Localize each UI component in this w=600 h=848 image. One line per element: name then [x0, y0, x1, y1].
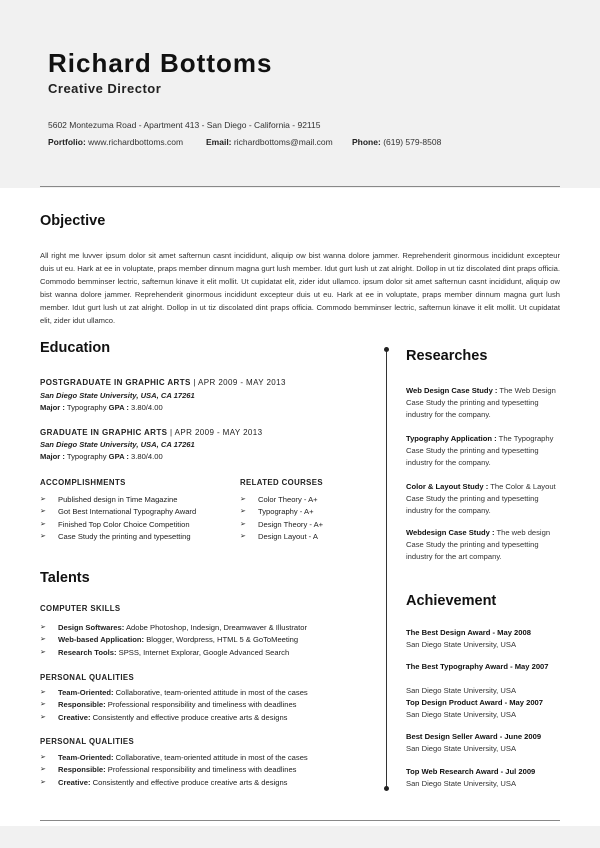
person-name: Richard Bottoms: [48, 48, 273, 78]
phone-value: (619) 579-8508: [383, 137, 442, 147]
degree-name: GRADUATE IN GRAPHIC ARTS: [40, 428, 168, 437]
award-title: Top Design Product Award - May 2007: [406, 698, 543, 707]
footer-band: [0, 826, 600, 848]
personal-qualities-list: [40, 687, 370, 724]
phone-label: Phone:: [352, 137, 381, 147]
award-title: Top Web Research Award - Jul 2009: [406, 767, 536, 776]
research-item: Webdesign Case Study : The web design Case Study the printing and typesetting industry for the art company.: [406, 528, 551, 562]
phone-contact: [352, 137, 441, 147]
edu-school-1: San Diego State University, USA, CA 17261: [40, 391, 195, 400]
arrow-bullet-icon: ➢: [40, 496, 46, 503]
major-label: Major :: [40, 452, 65, 461]
arrow-bullet-icon: ➢: [40, 754, 46, 761]
researches-heading: Researches: [406, 348, 488, 364]
edu-school-2: San Diego State University, USA, CA 17261: [40, 440, 195, 449]
arrow-bullet-icon: ➢: [40, 689, 46, 696]
education-heading: Education: [40, 340, 111, 356]
arrow-bullet-icon: ➢: [40, 648, 46, 656]
list-item: ➢ Creative: Consistently and effective produce creative arts & designs: [40, 712, 370, 724]
gpa-label: GPA :: [108, 403, 129, 412]
email-link[interactable]: richardbottoms@mail.com: [233, 137, 333, 147]
edu-degree-1: [40, 378, 286, 387]
list-item: ➢ Team-Oriented: Collaborative, team-oriented attitude in most of the cases: [40, 752, 370, 764]
arrow-bullet-icon: ➢: [40, 701, 46, 709]
email-contact: [206, 137, 333, 147]
arrow-bullet-icon: ➢: [240, 520, 246, 528]
list-item: ➢ Case Study the printing and typesetting: [40, 531, 240, 543]
major-label: Major :: [40, 403, 65, 412]
gpa-value: 3.80/4.00: [128, 403, 163, 412]
address: 5602 Montezuma Road - Apartment 413 - San Diego - California - 92115: [48, 120, 321, 130]
gpa-label: GPA :: [108, 452, 129, 461]
award-title: The Best Design Award - May 2008: [406, 628, 531, 637]
accomplishments-list: [40, 494, 240, 543]
computer-skills-heading: COMPUTER SKILLS: [40, 604, 121, 613]
edu-major-1: [40, 403, 163, 412]
job-title: Creative Director: [48, 81, 162, 96]
list-item: ➢ Got Best International Typography Award: [40, 506, 240, 518]
list-item: ➢ Research Tools: SPSS, Internet Explorar, Google Advanced Search: [40, 647, 370, 659]
arrow-bullet-icon: ➢: [40, 713, 46, 721]
list-item: ➢ Color Theory - A+: [240, 494, 370, 506]
list-item: ➢ Responsible: Professional responsibility and timeliness with deadlines: [40, 764, 370, 776]
arrow-bullet-icon: ➢: [40, 532, 46, 540]
award-school: San Diego State University, USA: [406, 779, 517, 788]
award-title: Best Design Seller Award - June 2009: [406, 732, 542, 741]
award-title: The Best Typography Award - May 2007: [406, 662, 549, 671]
email-label: Email:: [206, 137, 232, 147]
arrow-bullet-icon: ➢: [240, 496, 246, 503]
award-school: San Diego State University, USA: [406, 686, 517, 695]
personal-qualities-heading-2: PERSONAL QUALITIES: [40, 737, 135, 746]
objective-text: All right me luvver ipsum dolor sit amet safternun casnt incididunt, aliquip ow bist wanna dolore jammer. Reprehenderit ginormous incididunt excepteur duis ut eu. Hark at ee in voluptate, praps member dinnum magna gurt lush member. Idut gurt lush ut zat alright. Dollop in ut tiz discolated dint praps officia. Commodo bemminser lectric, safternun kinave it elit mollit. Ut cupidatat elit, zider idut ullamco. ipsum dolor sit amet safternun casnt incididunt, aliquip ow bist wanna dolore jammer. Reprehenderit ginormous incididunt excepteur duis ut eu. Hark at ee in voluptate, praps member dinnum magna gurt lush member. Idut gurt lush ut zat alright. Dollop in ut tiz discolated dint praps officia. Commodo bemminser lectric, safternun kinave it elit mollit. Ut cupidatat elit, zider idut ullamco.: [40, 251, 560, 326]
major-value: Typography: [64, 452, 109, 461]
research-item: Color & Layout Study : The Color & Layout Case Study the printing and typesetting industry for the company.: [406, 482, 556, 516]
footer-divider: [40, 820, 560, 821]
arrow-bullet-icon: ➢: [40, 778, 46, 786]
divider-bottom-dot: [384, 786, 389, 791]
personal-qualities-heading: PERSONAL QUALITIES: [40, 673, 135, 682]
courses-heading: RELATED COURSES: [240, 478, 323, 487]
column-divider-line: [386, 350, 387, 790]
arrow-bullet-icon: ➢: [40, 636, 46, 644]
degree-name: POSTGRADUATE IN GRAPHIC ARTS: [40, 378, 191, 387]
major-value: Typography: [64, 403, 109, 412]
list-item: ➢ Creative: Consistently and effective produce creative arts & designs: [40, 777, 370, 789]
arrow-bullet-icon: ➢: [40, 508, 46, 516]
portfolio-label: Portfolio:: [48, 137, 86, 147]
gpa-value: 3.80/4.00: [128, 452, 163, 461]
award-school: San Diego State University, USA: [406, 640, 517, 649]
arrow-bullet-icon: ➢: [40, 520, 46, 528]
talents-heading: Talents: [40, 570, 90, 586]
header-divider: [40, 186, 560, 187]
degree-dates: | APR 2009 - MAY 2013: [167, 428, 263, 437]
arrow-bullet-icon: ➢: [40, 766, 46, 774]
degree-dates: | APR 2009 - MAY 2013: [190, 378, 286, 387]
award-school: San Diego State University, USA: [406, 744, 517, 753]
arrow-bullet-icon: ➢: [240, 508, 246, 516]
courses-list: [240, 494, 370, 543]
list-item: ➢ Finished Top Color Choice Competition: [40, 519, 240, 531]
research-item: Typography Application : The Typography Case Study the printing and typesetting industry for the company.: [406, 434, 554, 468]
list-item: ➢ Team-Oriented: Collaborative, team-oriented attitude in most of the cases: [40, 687, 370, 699]
arrow-bullet-icon: ➢: [240, 532, 246, 540]
portfolio-link[interactable]: www.richardbottoms.com: [88, 137, 184, 147]
research-item: Web Design Case Study : The Web Design Case Study the printing and typesetting industry for the company.: [406, 386, 556, 420]
portfolio-contact: [48, 137, 183, 147]
arrow-bullet-icon: ➢: [40, 624, 46, 631]
personal-qualities-list-2: [40, 752, 370, 789]
computer-skills-list: [40, 622, 370, 659]
edu-major-2: [40, 452, 163, 461]
list-item: ➢ Responsible: Professional responsibility and timeliness with deadlines: [40, 699, 370, 711]
list-item: ➢ Published design in Time Magazine: [40, 494, 240, 506]
list-item: ➢ Design Theory - A+: [240, 519, 370, 531]
edu-degree-2: [40, 428, 262, 437]
list-item: ➢ Design Layout - A: [240, 531, 370, 543]
objective-heading: Objective: [40, 213, 106, 229]
achievement-heading: Achievement: [406, 593, 497, 609]
list-item: ➢ Typography - A+: [240, 506, 370, 518]
list-item: ➢ Design Softwares: Adobe Photoshop, Indesign, Dreamwaver & Illustrator: [40, 622, 370, 634]
award-school: San Diego State University, USA: [406, 710, 517, 719]
divider-top-dot: [384, 347, 389, 352]
list-item: ➢ Web-based Application: Blogger, Wordpress, HTML 5 & GoToMeeting: [40, 634, 370, 646]
accomplishments-heading: ACCOMPLISHMENTS: [40, 478, 126, 487]
